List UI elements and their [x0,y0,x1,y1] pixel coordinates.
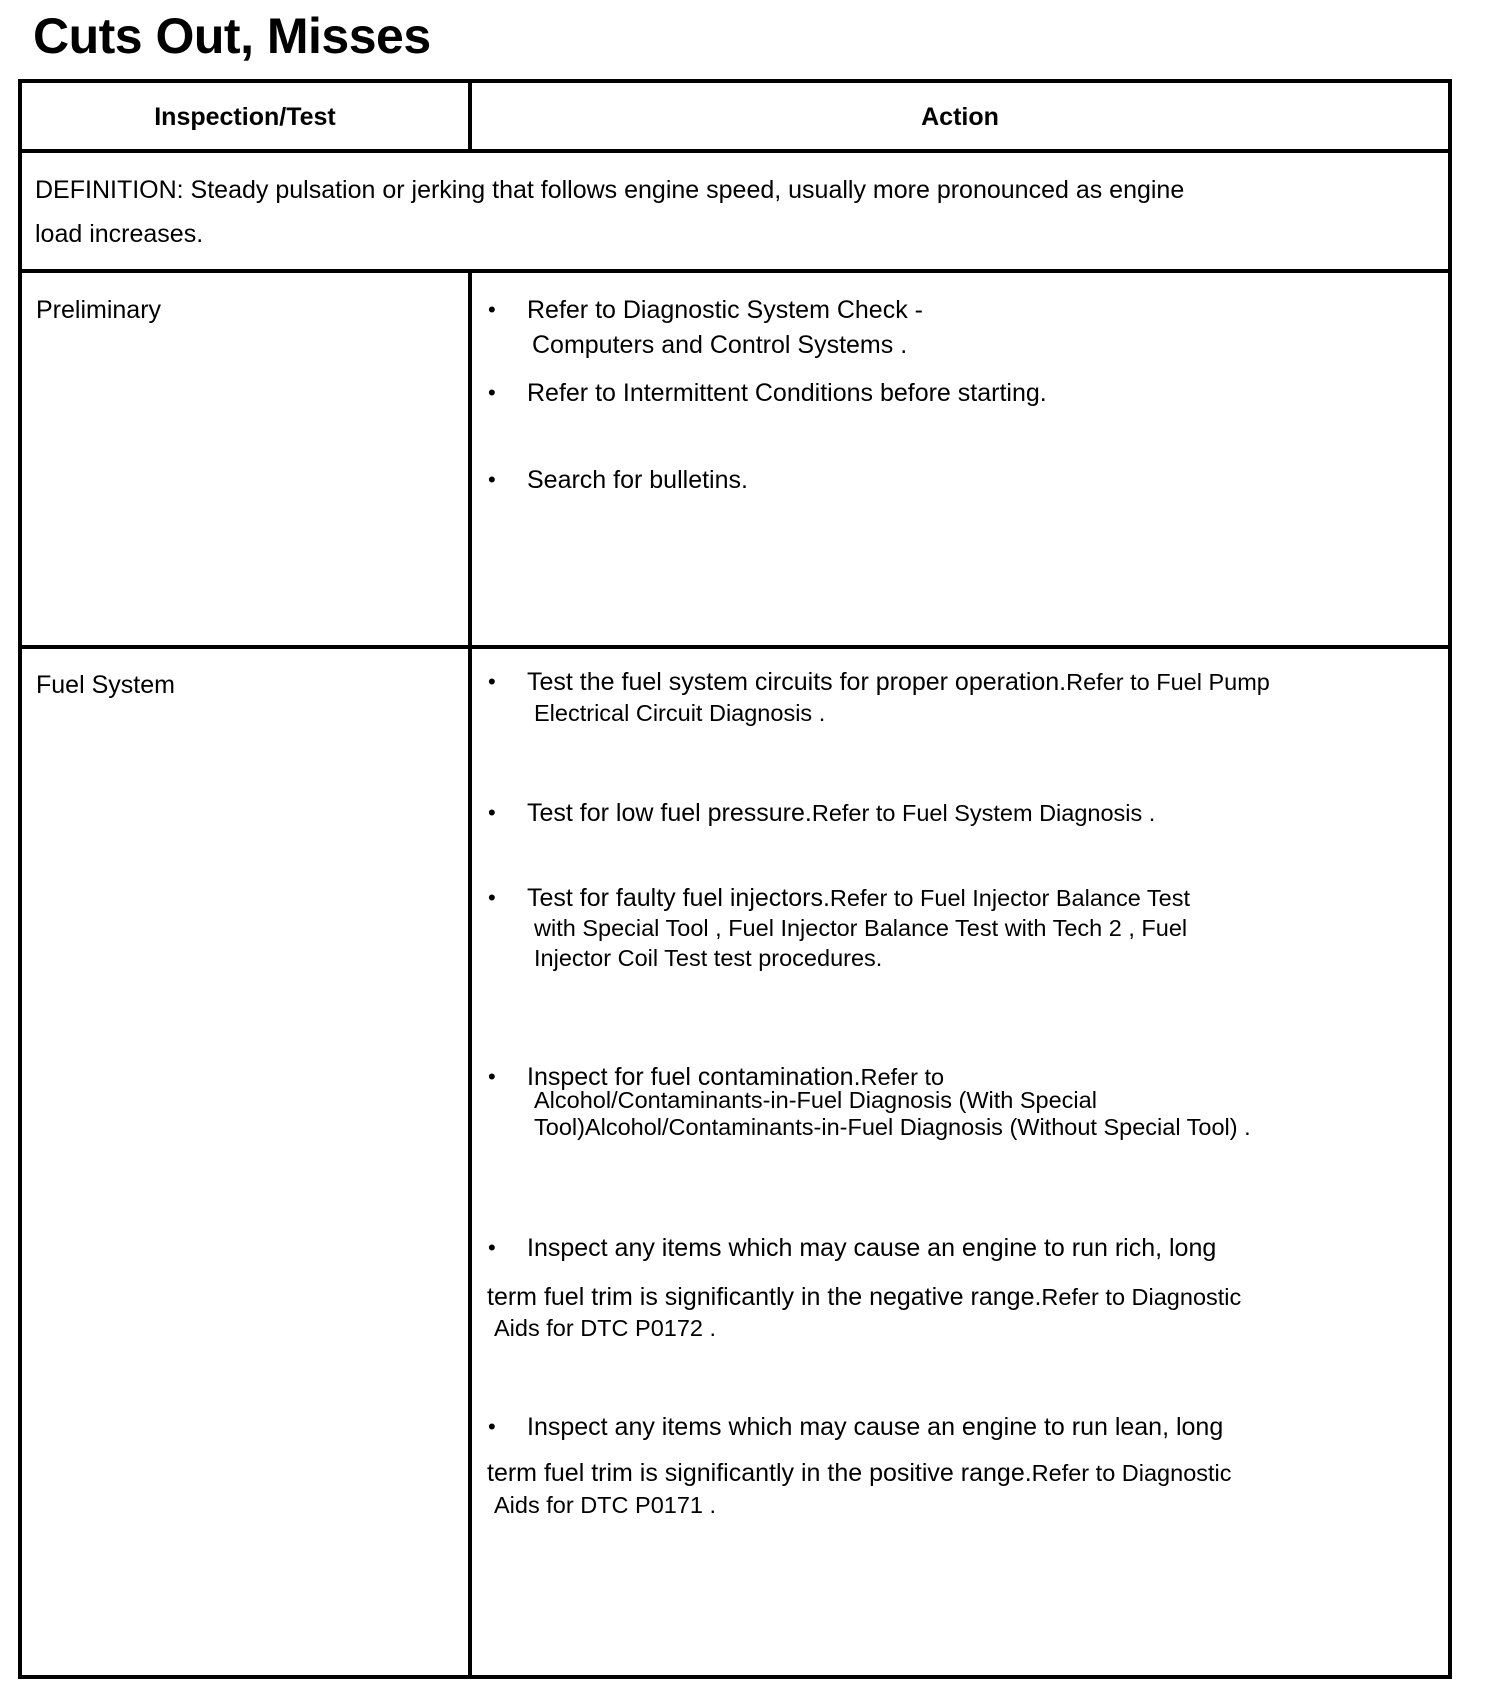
action-text: term fuel trim is significantly in the positive range. [487,1459,1032,1487]
action-line [527,883,1190,913]
column-divider [468,269,472,1675]
action-link-diagnostic-aids[interactable]: Refer to Diagnostic [1031,1460,1232,1486]
action-link-alcohol-contaminants-without-tool[interactable]: Tool)Alcohol/Contaminants-in-Fuel Diagnosis (Without Special Tool) . [534,1114,1251,1140]
action-line [527,798,1155,828]
action-text: Test the fuel system circuits for proper operation. [527,668,1067,696]
bullet-icon: • [488,297,496,322]
action-text: Refer to Diagnostic System Check - [527,296,923,324]
action-link-injector-tests[interactable]: with Special Tool , Fuel Injector Balance Test with Tech 2 , Fuel [534,915,1188,941]
definition-divider [22,269,1448,273]
definition-line-2: load increases. [35,220,204,248]
action-link-alcohol-contaminants-with-tool[interactable]: Alcohol/Contaminants-in-Fuel Diagnosis (With Special [534,1087,1097,1113]
action-link-electrical-circuit-diagnosis[interactable]: Electrical Circuit Diagnosis . [534,700,826,726]
action-text: Test for low fuel pressure. [527,799,812,827]
action-link-injector-coil-test[interactable]: Injector Coil Test test procedures. [534,945,883,971]
bullet-icon: • [488,467,496,492]
row-label-preliminary: Preliminary [36,296,162,324]
action-link-dtc-p0172[interactable]: Aids for DTC P0172 . [494,1315,717,1341]
column-header-inspection: Inspection/Test [154,103,336,131]
action-text: Inspect any items which may cause an engine to run lean, long [527,1413,1224,1441]
action-link-computers-and-control-systems[interactable]: Computers and Control Systems . [532,331,908,359]
action-link-dtc-p0171[interactable]: Aids for DTC P0171 . [494,1492,717,1518]
bullet-icon: • [488,1235,496,1260]
action-link-fuel-system-diagnosis[interactable]: Refer to Fuel System Diagnosis . [811,800,1156,826]
bullet-icon: • [488,669,496,694]
action-text: Inspect for fuel contamination. [527,1063,861,1091]
column-header-action: Action [921,103,999,131]
action-link-diagnostic-aids[interactable]: Refer to Diagnostic [1041,1284,1242,1310]
bullet-icon: • [488,1414,496,1439]
action-line [487,1282,1241,1312]
row-label-fuel-system: Fuel System [36,671,175,699]
action-line [487,1458,1232,1488]
action-text: Test for faulty fuel injectors. [527,884,830,912]
action-link-fuel-injector-balance-test[interactable]: Refer to Fuel Injector Balance Test [829,885,1190,911]
action-line [527,667,1270,697]
diagnostic-table [18,79,1452,1679]
bullet-icon: • [488,1064,496,1089]
row-divider [22,645,1448,649]
action-link-intermittent-conditions[interactable]: Refer to Intermittent Conditions before starting. [527,379,1047,407]
bullet-icon: • [488,380,496,405]
action-link-refer-to: Refer to [860,1064,945,1090]
action-text: Search for bulletins. [527,466,748,494]
bullet-icon: • [488,885,496,910]
page-title: Cuts Out, Misses [33,8,431,64]
action-text: term fuel trim is significantly in the negative range. [487,1283,1042,1311]
definition-line-1: DEFINITION: Steady pulsation or jerking that follows engine speed, usually more pronounced as engine [35,176,1185,204]
action-text: Inspect any items which may cause an engine to run rich, long [527,1234,1217,1262]
action-link-fuel-pump[interactable]: Refer to Fuel Pump [1066,669,1270,695]
bullet-icon: • [488,800,496,825]
